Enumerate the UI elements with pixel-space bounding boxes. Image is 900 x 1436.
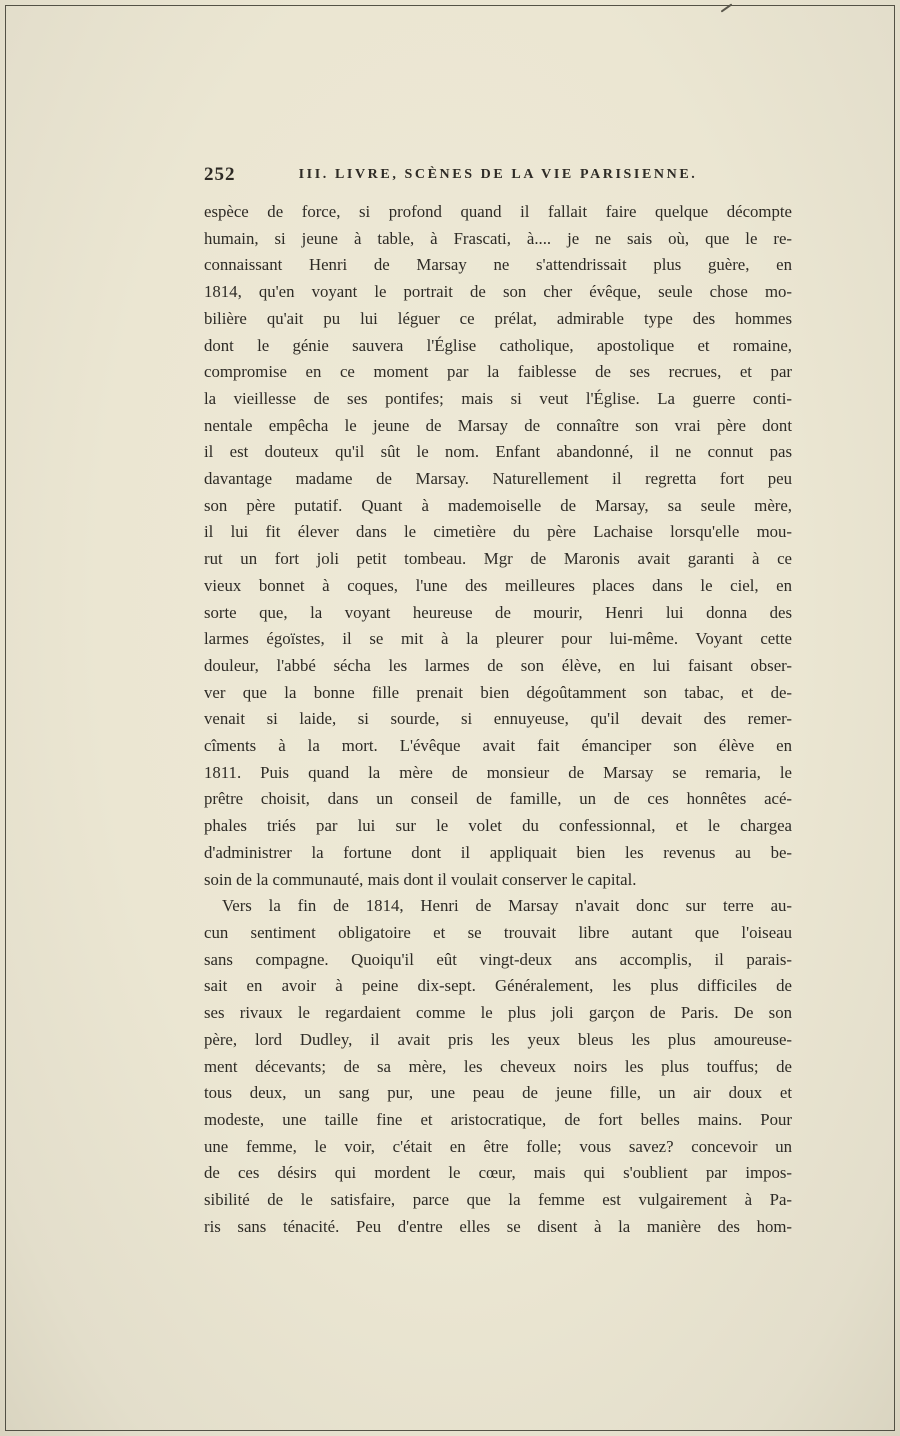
- text-line: rut un fort joli petit tombeau. Mgr de Maronis avait garanti à ce: [204, 549, 792, 569]
- text-line: vieux bonnet à coques, l'une des meilleures places dans le ciel, en: [204, 575, 792, 595]
- text-line: il lui fit élever dans le cimetière du père Lachaise lorsqu'elle mou-: [204, 522, 792, 542]
- page-number: 252: [204, 164, 236, 185]
- text-line: phales triés par lui sur le volet du confessionnal, et le chargea: [204, 816, 792, 836]
- text-line: cîments à la mort. L'évêque avait fait émanciper son élève en: [204, 736, 792, 756]
- text-line: ver que la bonne fille prenait bien dégoûtamment son tabac, et de-: [204, 682, 792, 702]
- page-header: [204, 164, 792, 188]
- text-line: nentale empêcha le jeune de Marsay de connaître son vrai père dont: [204, 415, 792, 435]
- text-line: sait en avoir à peine dix-sept. Généralement, les plus difficiles de: [204, 976, 792, 996]
- text-line: son père putatif. Quant à mademoiselle de Marsay, sa seule mère,: [204, 495, 792, 515]
- text-line: connaissant Henri de Marsay ne s'attendrissait plus guère, en: [204, 255, 792, 275]
- running-title: III. LIVRE, SCÈNES DE LA VIE PARISIENNE.: [298, 167, 698, 182]
- text-line: 1814, qu'en voyant le portrait de son cher évêque, seule chose mo-: [204, 282, 792, 302]
- text-line: sibilité de le satisfaire, parce que la femme est vulgairement à Pa-: [204, 1190, 792, 1210]
- text-line: soin de la communauté, mais dont il voulait conserver le capital.: [204, 869, 637, 889]
- text-line: tous deux, un sang pur, une peau de jeune fille, un air doux et: [204, 1083, 792, 1103]
- text-line: de ces désirs qui mordent le cœur, mais qui s'oublient par impos-: [204, 1163, 792, 1183]
- text-line: prêtre choisit, dans un conseil de famille, un de ces honnêtes acé-: [204, 789, 792, 809]
- text-line: père, lord Dudley, il avait pris les yeux bleus les plus amoureuse-: [204, 1029, 792, 1049]
- text-line: la vieillesse de ses pontifes; mais si veut l'Église. La guerre conti-: [204, 388, 792, 408]
- text-line: Vers la fin de 1814, Henri de Marsay n'avait donc sur terre au-: [222, 896, 792, 916]
- text-line: ris sans ténacité. Peu d'entre elles se disent à la manière des hom-: [204, 1216, 792, 1236]
- text-line: il est douteux qu'il sût le nom. Enfant abandonné, il ne connut pas: [204, 442, 792, 462]
- text-line: sans compagne. Quoiqu'il eût vingt-deux ans accomplis, il parais-: [204, 949, 792, 969]
- text-line: ment décevants; de sa mère, les cheveux noirs les plus touffus; de: [204, 1056, 792, 1076]
- text-line: d'administrer la fortune dont il appliquait bien les revenus au be-: [204, 842, 792, 862]
- text-line: cun sentiment obligatoire et se trouvait libre autant que l'oiseau: [204, 922, 792, 942]
- text-line: bilière qu'ait pu lui léguer ce prélat, admirable type des hommes: [204, 308, 792, 328]
- text-line: venait si laide, si sourde, si ennuyeuse, qu'il devait des remer-: [204, 709, 792, 729]
- text-line: douleur, l'abbé sécha les larmes de son élève, en lui faisant obser-: [204, 655, 792, 675]
- text-line: sorte que, la voyant heureuse de mourir, Henri lui donna des: [204, 602, 792, 622]
- text-line: larmes égoïstes, il se mit à la pleurer pour lui-même. Voyant cette: [204, 629, 792, 649]
- text-line: 1811. Puis quand la mère de monsieur de Marsay se remaria, le: [204, 762, 792, 782]
- scan-mark: [721, 3, 733, 12]
- text-block: [204, 199, 792, 1240]
- text-line: modeste, une taille fine et aristocratique, de fort belles mains. Pour: [204, 1109, 792, 1129]
- text-line: une femme, le voir, c'était en être folle; vous savez? concevoir un: [204, 1136, 792, 1156]
- text-line: ses rivaux le regardaient comme le plus joli garçon de Paris. De son: [204, 1003, 792, 1023]
- text-line: davantage madame de Marsay. Naturellement il regretta fort peu: [204, 469, 792, 489]
- text-line: compromise en ce moment par la faiblesse de ses recrues, et par: [204, 362, 792, 382]
- text-line: humain, si jeune à table, à Frascati, à.... je ne sais où, que le re-: [204, 228, 792, 248]
- text-line: espèce de force, si profond quand il fallait faire quelque décompte: [204, 202, 792, 221]
- text-line: dont le génie sauvera l'Église catholique, apostolique et romaine,: [204, 335, 792, 355]
